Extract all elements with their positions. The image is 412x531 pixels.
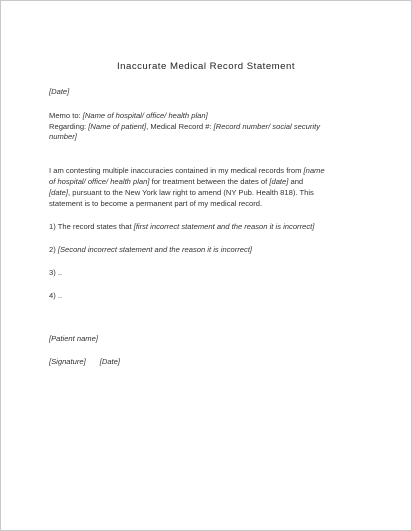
item-3: 3) .. [49, 268, 63, 277]
item-2-placeholder: [Second incorrect statement and the reason it is incorrect] [57, 245, 253, 254]
regarding-record: [Record number/ social security [213, 122, 320, 131]
body-placeholder: [date] [49, 188, 68, 197]
signature-line [49, 357, 379, 367]
regarding-patient: [Name of patient] [88, 122, 147, 131]
signature-placeholder: [Signature] [49, 357, 86, 366]
item-1-prefix: 1) The record states that [49, 222, 134, 231]
document-title: Inaccurate Medical Record Statement [116, 61, 295, 72]
item-1-placeholder: [first incorrect statement and the reason it is incorrect] [133, 222, 315, 231]
regarding-line [49, 122, 379, 132]
regarding-mid: , Medical Record #: [146, 122, 214, 131]
body-placeholder: [name [303, 166, 325, 175]
body-line-3 [49, 188, 379, 198]
body-text: and [288, 177, 304, 186]
item-2-prefix: 2) [49, 245, 58, 254]
body-text: I am contesting multiple inaccuracies contained in my medical records from [49, 166, 304, 175]
body-placeholder: [date] [269, 177, 289, 186]
body-text: , pursuant to the New York law right to amend (NY Pub. Health 818). This [68, 188, 314, 197]
date-placeholder: [Date] [49, 87, 70, 96]
memo-label: Memo to: [49, 111, 83, 120]
memo-value: [Name of hospital/ office/ health plan] [82, 111, 208, 120]
body-line-4: statement is to become a permanent part of my medical record. [49, 199, 263, 208]
body-placeholder: of hospital/ office/ health plan] [49, 177, 150, 186]
regarding-record-cont: number] [49, 132, 77, 141]
memo-line [49, 111, 379, 121]
signature-date-placeholder: [Date] [99, 357, 120, 366]
patient-name-placeholder: [Patient name] [49, 334, 98, 343]
item-4: 4) .. [49, 291, 63, 300]
body-text: for treatment between the dates of [149, 177, 270, 186]
item-2 [49, 245, 379, 255]
regarding-label: Regarding: [49, 122, 89, 131]
item-1 [49, 222, 379, 232]
body-line-2 [49, 177, 379, 187]
body-line-1 [49, 166, 379, 176]
